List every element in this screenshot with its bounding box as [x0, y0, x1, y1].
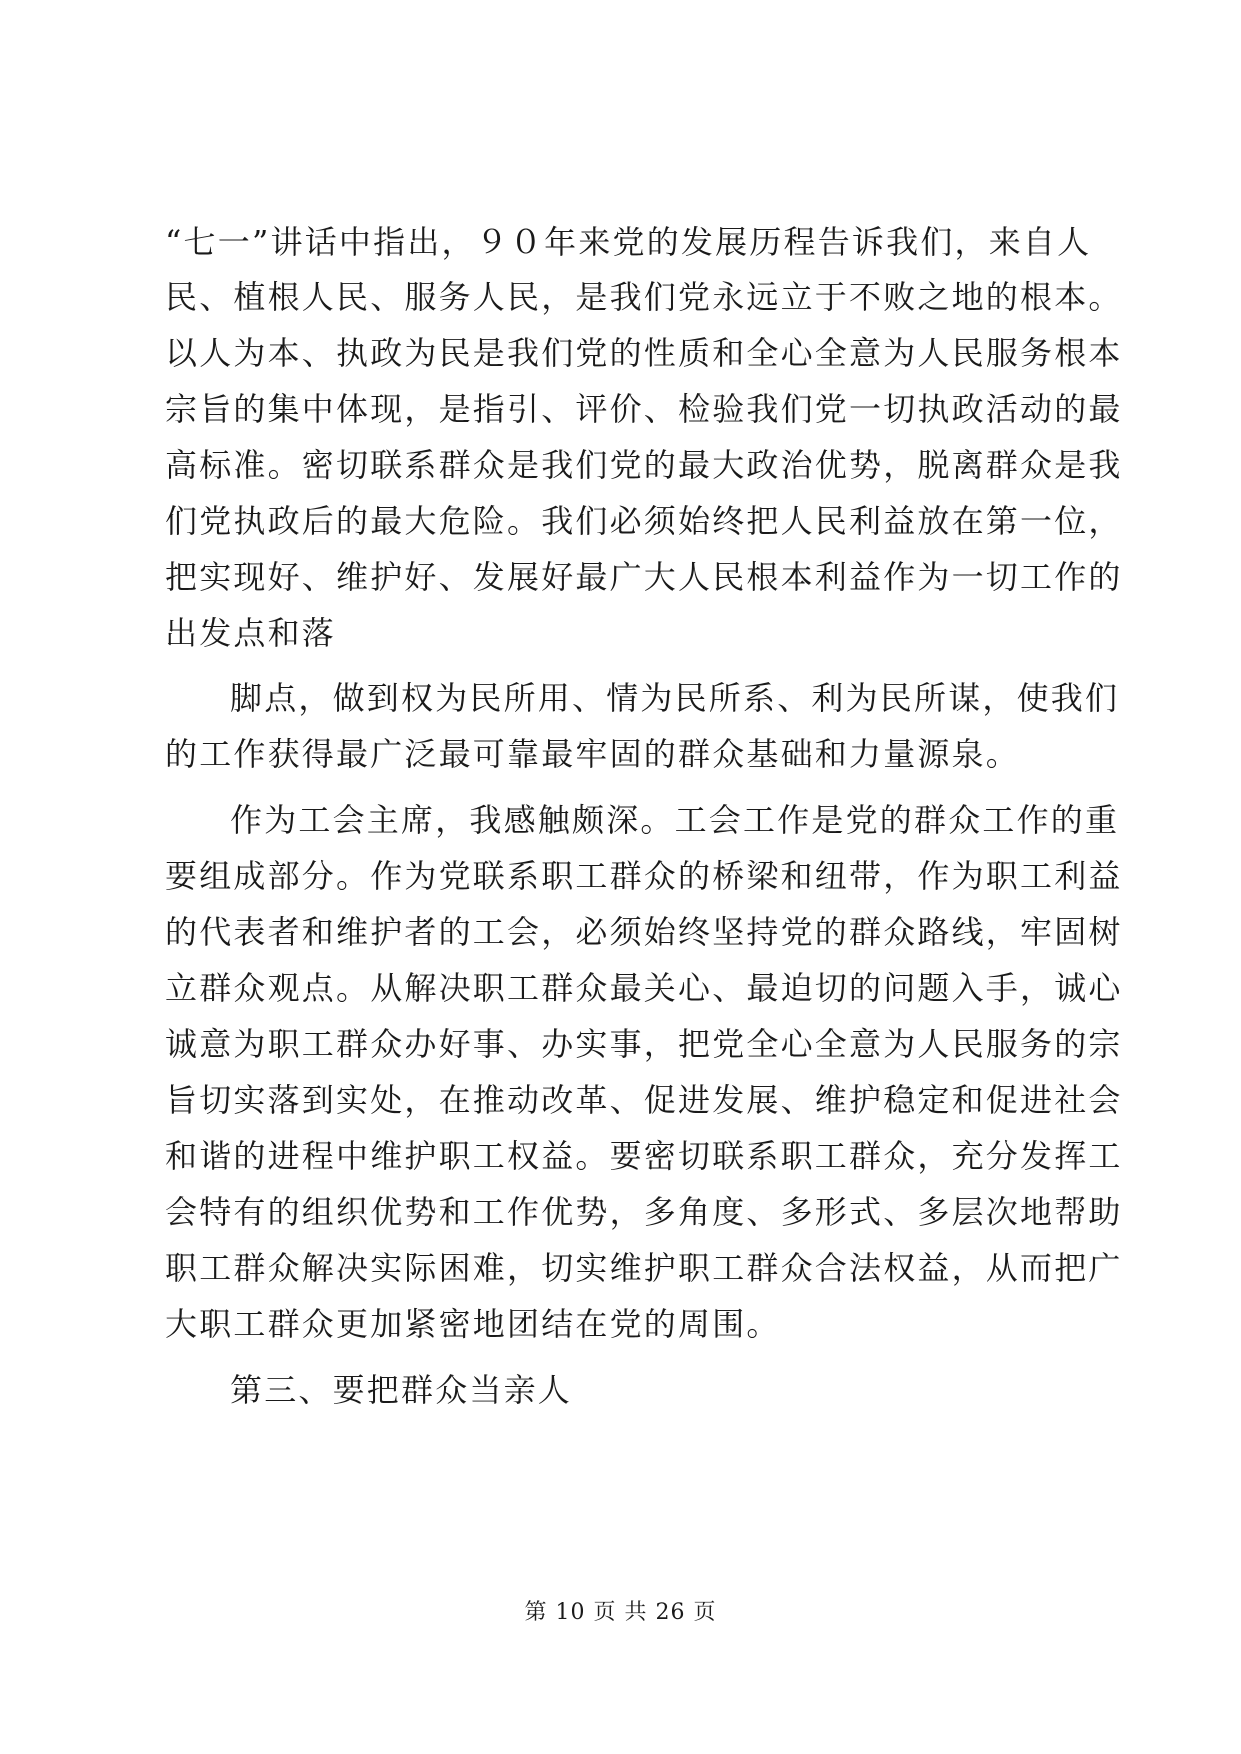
text-line: 诚意为职工群众办好事、办实事，把党全心全意为人民服务的宗	[165, 1025, 1123, 1063]
text-line: 旨切实落到实处，在推动改革、促进发展、维护稳定和促进社会	[165, 1081, 1123, 1119]
text-line: 以人为本、执政为民是我们党的性质和全心全意为人民服务根本	[165, 334, 1123, 372]
text-line: 和谐的进程中维护职工权益。要密切联系职工群众，充分发挥工	[165, 1137, 1123, 1175]
text-line: 民、植根人民、服务人民，是我们党永远立于不败之地的根本。	[165, 278, 1123, 316]
text-line: 大职工群众更加紧密地团结在党的周围。	[165, 1305, 781, 1343]
text-line: “七一”讲话中指出，９０年来党的发展历程告诉我们，来自人	[165, 223, 1092, 261]
text-line: 的代表者和维护者的工会，必须始终坚持党的群众路线，牢固树	[165, 913, 1123, 951]
text-line: 把实现好、维护好、发展好最广大人民根本利益作为一切工作的	[165, 558, 1123, 596]
paragraph-first-line: 脚点，做到权为民所用、情为民所系、利为民所谋，使我们	[230, 679, 1120, 717]
section-heading: 第三、要把群众当亲人	[230, 1371, 573, 1409]
paragraph-first-line: 作为工会主席，我感触颇深。工会工作是党的群众工作的重	[230, 801, 1120, 839]
text-line: 会特有的组织优势和工作优势，多角度、多形式、多层次地帮助	[165, 1193, 1123, 1231]
text-line: 高标准。密切联系群众是我们党的最大政治优势，脱离群众是我	[165, 446, 1123, 484]
text-line: 们党执政后的最大危险。我们必须始终把人民利益放在第一位，	[165, 502, 1123, 540]
text-line: 要组成部分。作为党联系职工群众的桥梁和纽带，作为职工利益	[165, 857, 1123, 895]
text-line: 的工作获得最广泛最可靠最牢固的群众基础和力量源泉。	[165, 735, 1021, 773]
text-line: 立群众观点。从解决职工群众最关心、最迫切的问题入手，诚心	[165, 969, 1123, 1007]
text-line: 出发点和落	[165, 614, 337, 652]
text-line: 宗旨的集中体现，是指引、评价、检验我们党一切执政活动的最	[165, 390, 1123, 428]
text-line: 职工群众解决实际困难，切实维护职工群众合法权益，从而把广	[165, 1249, 1123, 1287]
page-number-footer: 第 10 页 共 26 页	[524, 1600, 717, 1625]
